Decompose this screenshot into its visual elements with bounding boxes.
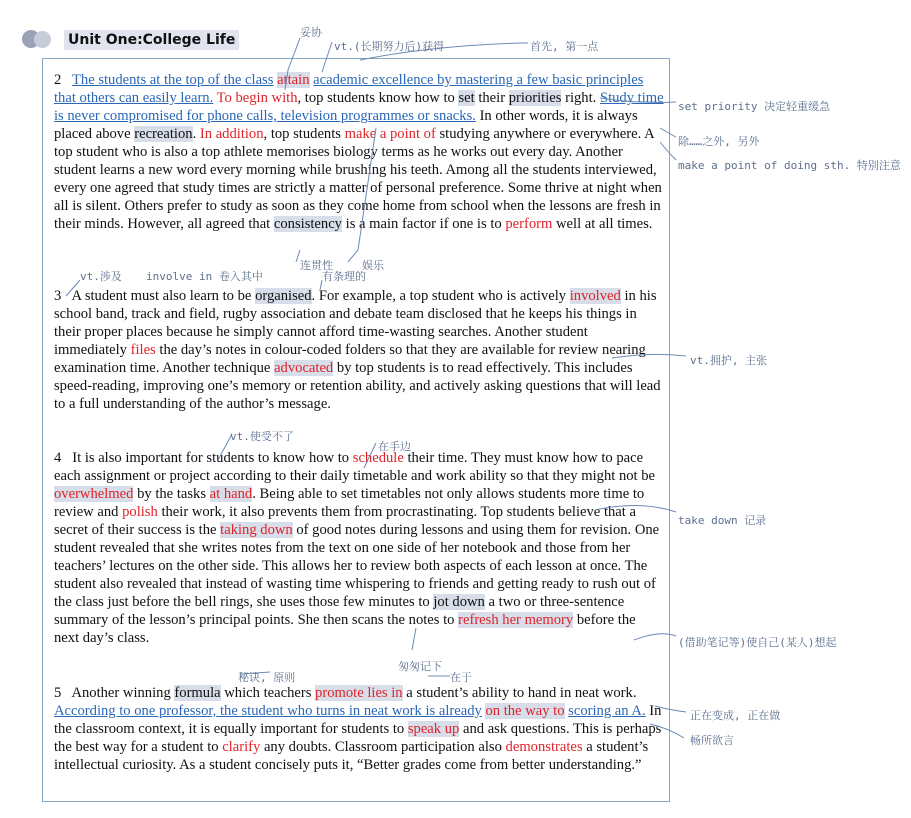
note-speak-up: 畅所欲言 <box>690 734 734 747</box>
underlined-text: Study time is never compromised for phone calls, television programmes or snacks. <box>54 90 664 124</box>
body-text: before the next day’s class. <box>54 612 636 646</box>
body-text: their <box>478 90 506 106</box>
body-text: It is also important for students to know how to <box>72 450 350 466</box>
vocab-at-hand: at hand <box>209 486 253 502</box>
body-text: a student’s ability to hand in neat work. <box>406 685 637 701</box>
note-involve: vt.涉及 <box>80 270 122 283</box>
vocab-demonstrates: demonstrates <box>505 739 583 755</box>
body-text: and ask questions. This is perhaps the best way for a student to <box>54 721 662 755</box>
vocab-perform: perform <box>505 216 553 232</box>
vocab-formula: formula <box>174 685 221 701</box>
vocab-recreation: recreation <box>134 126 193 142</box>
vocab-files: files <box>130 342 156 358</box>
vocab-consistency: consistency <box>273 216 342 232</box>
underlined-text: scoring an A. <box>568 703 646 719</box>
body-text: any doubts. Classroom participation also <box>263 739 502 755</box>
vocab-refresh-her-memory: refresh her memory <box>458 612 574 628</box>
note-make-a-point-of: make a point of doing sth. 特别注意 <box>678 159 901 172</box>
note-set-priority: set priority 决定轻重缓急 <box>678 100 831 113</box>
body-text: a two or three-sentence summary of the lesson’s principal points. She then scans the notes to <box>54 594 625 628</box>
paragraph-3 <box>54 287 664 413</box>
body-text: a student’s intellectual curiosity. As a student concisely puts it, “Better grades come from better understanding.” <box>54 739 649 773</box>
paragraph-2 <box>54 71 664 233</box>
note-on-the-way-to: 正在变成, 正在做 <box>690 709 781 722</box>
vocab-polish: polish <box>122 504 158 520</box>
paragraph-5 <box>54 684 664 774</box>
vocab-organised: organised <box>255 288 312 304</box>
note-formula: 秘诀, 原则 <box>238 671 296 684</box>
body-text: is a main factor if one is to <box>345 216 502 232</box>
vocab-promote-lies-in: promote lies in <box>315 685 403 701</box>
vocab-on-the-way-to: on the way to <box>485 703 565 719</box>
note-in-addition: 除……之外, 另外 <box>678 135 760 148</box>
note-lies-in: 在于 <box>450 671 472 684</box>
body-text: by top students is to read effectively. This includes speed-reading, improving one’s memory or retention ability, and actively asking questions that will lead to a full understanding of the author’s message. <box>54 360 661 412</box>
body-text: . Being able to set timetables not only allows students more time to review and <box>54 486 645 520</box>
body-text: In other words, it is always placed above <box>54 108 638 142</box>
paragraph-4 <box>54 449 664 647</box>
vocab-make-a-point-of: make a point of <box>344 126 436 142</box>
body-text: by the tasks <box>137 486 207 502</box>
body-text: A student must also learn to be <box>71 288 252 304</box>
note-consistency: 连贯性 <box>300 259 333 272</box>
bullet-dots-icon <box>22 30 62 50</box>
body-text: In the classroom context, it is equally important for students to <box>54 703 662 737</box>
body-text: in his school band, track and field, rugby association and debate team disclosed that he keeps his things in their proper places because he simply cannot afford time-wasting searches. Another student immediately <box>54 288 657 358</box>
body-text: Another winning <box>71 685 171 701</box>
vocab-to-begin-with: To begin with <box>216 90 298 106</box>
note-organised: 有条理的 <box>322 270 366 283</box>
body-text: well at all times. <box>556 216 653 232</box>
vocab-speak-up: speak up <box>407 721 460 737</box>
body-text: right. <box>565 90 597 106</box>
vocab-involved: involved <box>569 288 621 304</box>
vocab-priorities: priorities <box>508 90 562 106</box>
vocab-set: set <box>458 90 475 106</box>
vocab-overwhelmed: overwhelmed <box>54 486 134 502</box>
body-text: studying anywhere or everywhere. A top student who is also a top athlete memorises biology terms as he works out every day. Another student learns a new word every morning while brushing his teeth. Among all the students interviewed, every one agreed that study times are strictly a matter of personal preference. Some thrive at night when all is silent. Others prefer to study as soon as they come home from school when the lessons are fresh in their minds. However, all agreed that <box>54 126 662 232</box>
body-text: . <box>192 126 197 142</box>
note-refresh-memory: (借助笔记等)使自己(某人)想起 <box>678 636 837 649</box>
vocab-jot-down: jot down <box>433 594 485 610</box>
body-text: their work, it also prevents them from procrastinating. Top students believe that a secret of their success is the <box>54 504 636 538</box>
note-jot-down: 匆匆记下 <box>398 660 442 673</box>
paragraph-number: 4 <box>54 450 62 466</box>
body-text: their time. They must know how to pace each assignment or project according to their daily timetable and work ability so that they might not be <box>54 450 656 484</box>
note-take-down: take down 记录 <box>678 514 767 527</box>
paragraph-number: 2 <box>54 72 62 88</box>
vocab-advocated: advocated <box>274 360 334 376</box>
underlined-text: academic excellence by mastering a few basic principles that others can easily learn. <box>54 72 644 106</box>
body-text: of good notes during lessons and using them for revision. One student revealed that she writes notes from the text on one side of her notebook and those from her teachers’ lectures on the other side. This allows her to review both aspects of each lesson at once. The student also revealed that instead of wasting time whispering to friends and getting ready to rush out of the class just before the bell rings, she uses those few minutes to <box>54 522 660 610</box>
body-text: which teachers <box>224 685 312 701</box>
note-compromise: 妥协 <box>300 26 322 39</box>
note-to-begin-with: 首先, 第一点 <box>530 40 599 53</box>
vocab-clarify: clarify <box>222 739 261 755</box>
note-involve-in: involve in 卷入其中 <box>146 270 263 283</box>
paragraph-number: 5 <box>54 685 62 701</box>
vocab-taking-down: taking down <box>220 522 293 538</box>
vocab-schedule: schedule <box>352 450 404 466</box>
vocab-attain: attain <box>277 72 310 88</box>
body-text: the day’s notes in colour-coded folders so that they are available for review nearing examination time. Another technique <box>54 342 646 376</box>
body-text: , top students know how to <box>297 90 455 106</box>
unit-title: Unit One:College Life <box>64 30 239 50</box>
note-attain: vt.(长期努力后)获得 <box>334 40 445 53</box>
underlined-text: According to one professor, the student who turns in neat work is already <box>54 703 482 719</box>
note-advocated: vt.拥护, 主张 <box>690 354 768 367</box>
vocab-in-addition: In addition <box>199 126 264 142</box>
body-text: . For example, a top student who is actively <box>311 288 567 304</box>
note-overwhelmed: vt.使受不了 <box>230 430 294 443</box>
note-recreation: 娱乐 <box>362 259 384 272</box>
paragraph-number: 3 <box>54 288 62 304</box>
body-text: , top students <box>263 126 341 142</box>
underlined-text: The students at the top of the class <box>71 72 274 88</box>
note-at-hand: 在手边 <box>378 440 411 453</box>
